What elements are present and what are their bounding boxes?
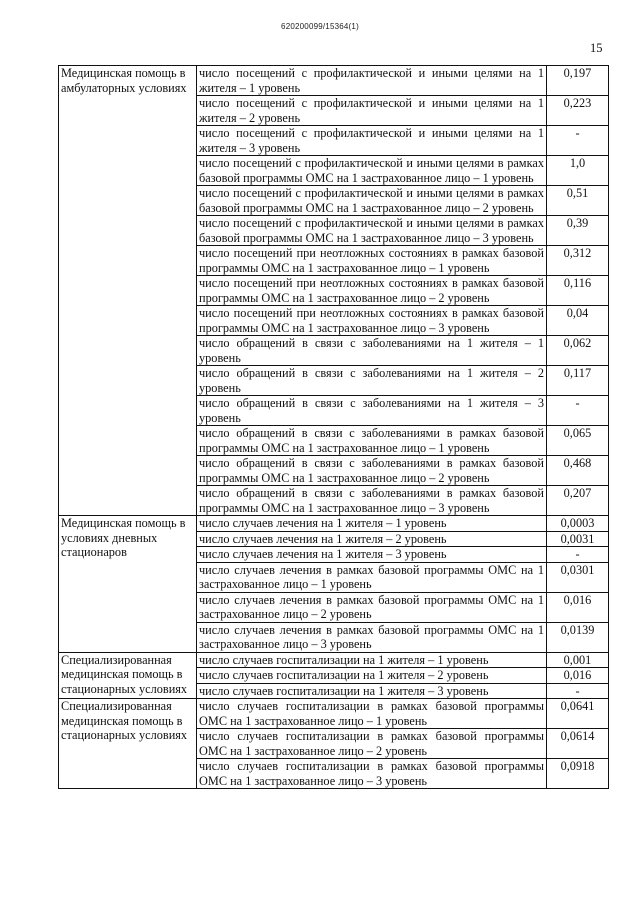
table-row	[59, 66, 609, 96]
category-cell: Специализированная медицинская помощь в стационарных условиях	[59, 652, 197, 699]
table-row	[59, 652, 609, 668]
value-cell: 0,223	[547, 96, 609, 126]
value-cell: 0,0139	[547, 622, 609, 652]
value-cell: 1,0	[547, 156, 609, 186]
value-cell: 0,016	[547, 668, 609, 684]
indicator-cell: число посещений при неотложных состояниях в рамках базовой программы ОМС на 1 застрахованное лицо – 1 уровень	[197, 246, 547, 276]
category-cell: Специализированная медицинская помощь в стационарных условиях	[59, 699, 197, 789]
value-cell: 0,0614	[547, 729, 609, 759]
value-cell: 0,117	[547, 366, 609, 396]
indicator-cell: число обращений в связи с заболеваниями в рамках базовой программы ОМС на 1 застрахованное лицо – 3 уровень	[197, 486, 547, 516]
value-cell: 0,468	[547, 456, 609, 486]
indicator-cell: число посещений с профилактической и иными целями на 1 жителя – 3 уровень	[197, 126, 547, 156]
indicator-cell: число случаев лечения в рамках базовой программы ОМС на 1 застрахованное лицо – 2 уровень	[197, 592, 547, 622]
indicator-cell: число случаев лечения в рамках базовой программы ОМС на 1 застрахованное лицо – 3 уровень	[197, 622, 547, 652]
indicator-cell: число посещений при неотложных состояниях в рамках базовой программы ОМС на 1 застрахованное лицо – 2 уровень	[197, 276, 547, 306]
indicator-cell: число посещений с профилактической и иными целями на 1 жителя – 2 уровень	[197, 96, 547, 126]
value-cell: 0,312	[547, 246, 609, 276]
indicators-table	[58, 65, 609, 789]
value-cell: 0,207	[547, 486, 609, 516]
indicator-cell: число посещений с профилактической и иными целями в рамках базовой программы ОМС на 1 застрахованное лицо – 3 уровень	[197, 216, 547, 246]
indicator-cell: число обращений в связи с заболеваниями на 1 жителя – 1 уровень	[197, 336, 547, 366]
indicator-cell: число случаев лечения на 1 жителя – 1 уровень	[197, 516, 547, 532]
indicator-cell: число случаев госпитализации в рамках базовой программы ОМС на 1 застрахованное лицо – 3 уровень	[197, 759, 547, 789]
indicator-cell: число обращений в связи с заболеваниями в рамках базовой программы ОМС на 1 застрахованное лицо – 1 уровень	[197, 426, 547, 456]
value-cell: 0,016	[547, 592, 609, 622]
indicator-cell: число случаев госпитализации на 1 жителя – 2 уровень	[197, 668, 547, 684]
value-cell: 0,0301	[547, 562, 609, 592]
value-cell: 0,0003	[547, 516, 609, 532]
indicator-cell: число посещений с профилактической и иными целями в рамках базовой программы ОМС на 1 застрахованное лицо – 1 уровень	[197, 156, 547, 186]
indicator-cell: число обращений в связи с заболеваниями на 1 жителя – 3 уровень	[197, 396, 547, 426]
value-cell: 0,51	[547, 186, 609, 216]
indicator-cell: число посещений при неотложных состояниях в рамках базовой программы ОМС на 1 застрахованное лицо – 3 уровень	[197, 306, 547, 336]
indicator-cell: число обращений в связи с заболеваниями в рамках базовой программы ОМС на 1 застрахованное лицо – 2 уровень	[197, 456, 547, 486]
document-id: 620200099/15364(1)	[281, 22, 359, 31]
indicator-cell: число обращений в связи с заболеваниями на 1 жителя – 2 уровень	[197, 366, 547, 396]
indicator-cell: число случаев лечения на 1 жителя – 2 уровень	[197, 531, 547, 547]
value-cell: 0,39	[547, 216, 609, 246]
value-cell: 0,001	[547, 652, 609, 668]
indicator-cell: число случаев госпитализации на 1 жителя – 1 уровень	[197, 652, 547, 668]
category-cell: Медицинская помощь в амбулаторных условиях	[59, 66, 197, 516]
table-body	[59, 66, 609, 789]
value-cell: -	[547, 683, 609, 699]
table-row	[59, 516, 609, 532]
value-cell: 0,062	[547, 336, 609, 366]
indicator-cell: число посещений с профилактической и иными целями в рамках базовой программы ОМС на 1 застрахованное лицо – 2 уровень	[197, 186, 547, 216]
page-number: 15	[590, 41, 603, 55]
indicator-cell: число посещений с профилактической и иными целями на 1 жителя – 1 уровень	[197, 66, 547, 96]
value-cell: 0,065	[547, 426, 609, 456]
value-cell: 0,0641	[547, 699, 609, 729]
indicator-cell: число случаев госпитализации в рамках базовой программы ОМС на 1 застрахованное лицо – 2 уровень	[197, 729, 547, 759]
value-cell: 0,197	[547, 66, 609, 96]
value-cell: 0,0918	[547, 759, 609, 789]
indicator-cell: число случаев госпитализации на 1 жителя – 3 уровень	[197, 683, 547, 699]
value-cell: 0,116	[547, 276, 609, 306]
indicator-cell: число случаев госпитализации в рамках базовой программы ОМС на 1 застрахованное лицо – 1 уровень	[197, 699, 547, 729]
value-cell: -	[547, 396, 609, 426]
category-cell: Медицинская помощь в условиях дневных стационаров	[59, 516, 197, 653]
value-cell: 0,04	[547, 306, 609, 336]
value-cell: 0,0031	[547, 531, 609, 547]
value-cell: -	[547, 547, 609, 563]
value-cell: -	[547, 126, 609, 156]
indicator-cell: число случаев лечения на 1 жителя – 3 уровень	[197, 547, 547, 563]
indicator-cell: число случаев лечения в рамках базовой программы ОМС на 1 застрахованное лицо – 1 уровень	[197, 562, 547, 592]
table-row	[59, 699, 609, 729]
